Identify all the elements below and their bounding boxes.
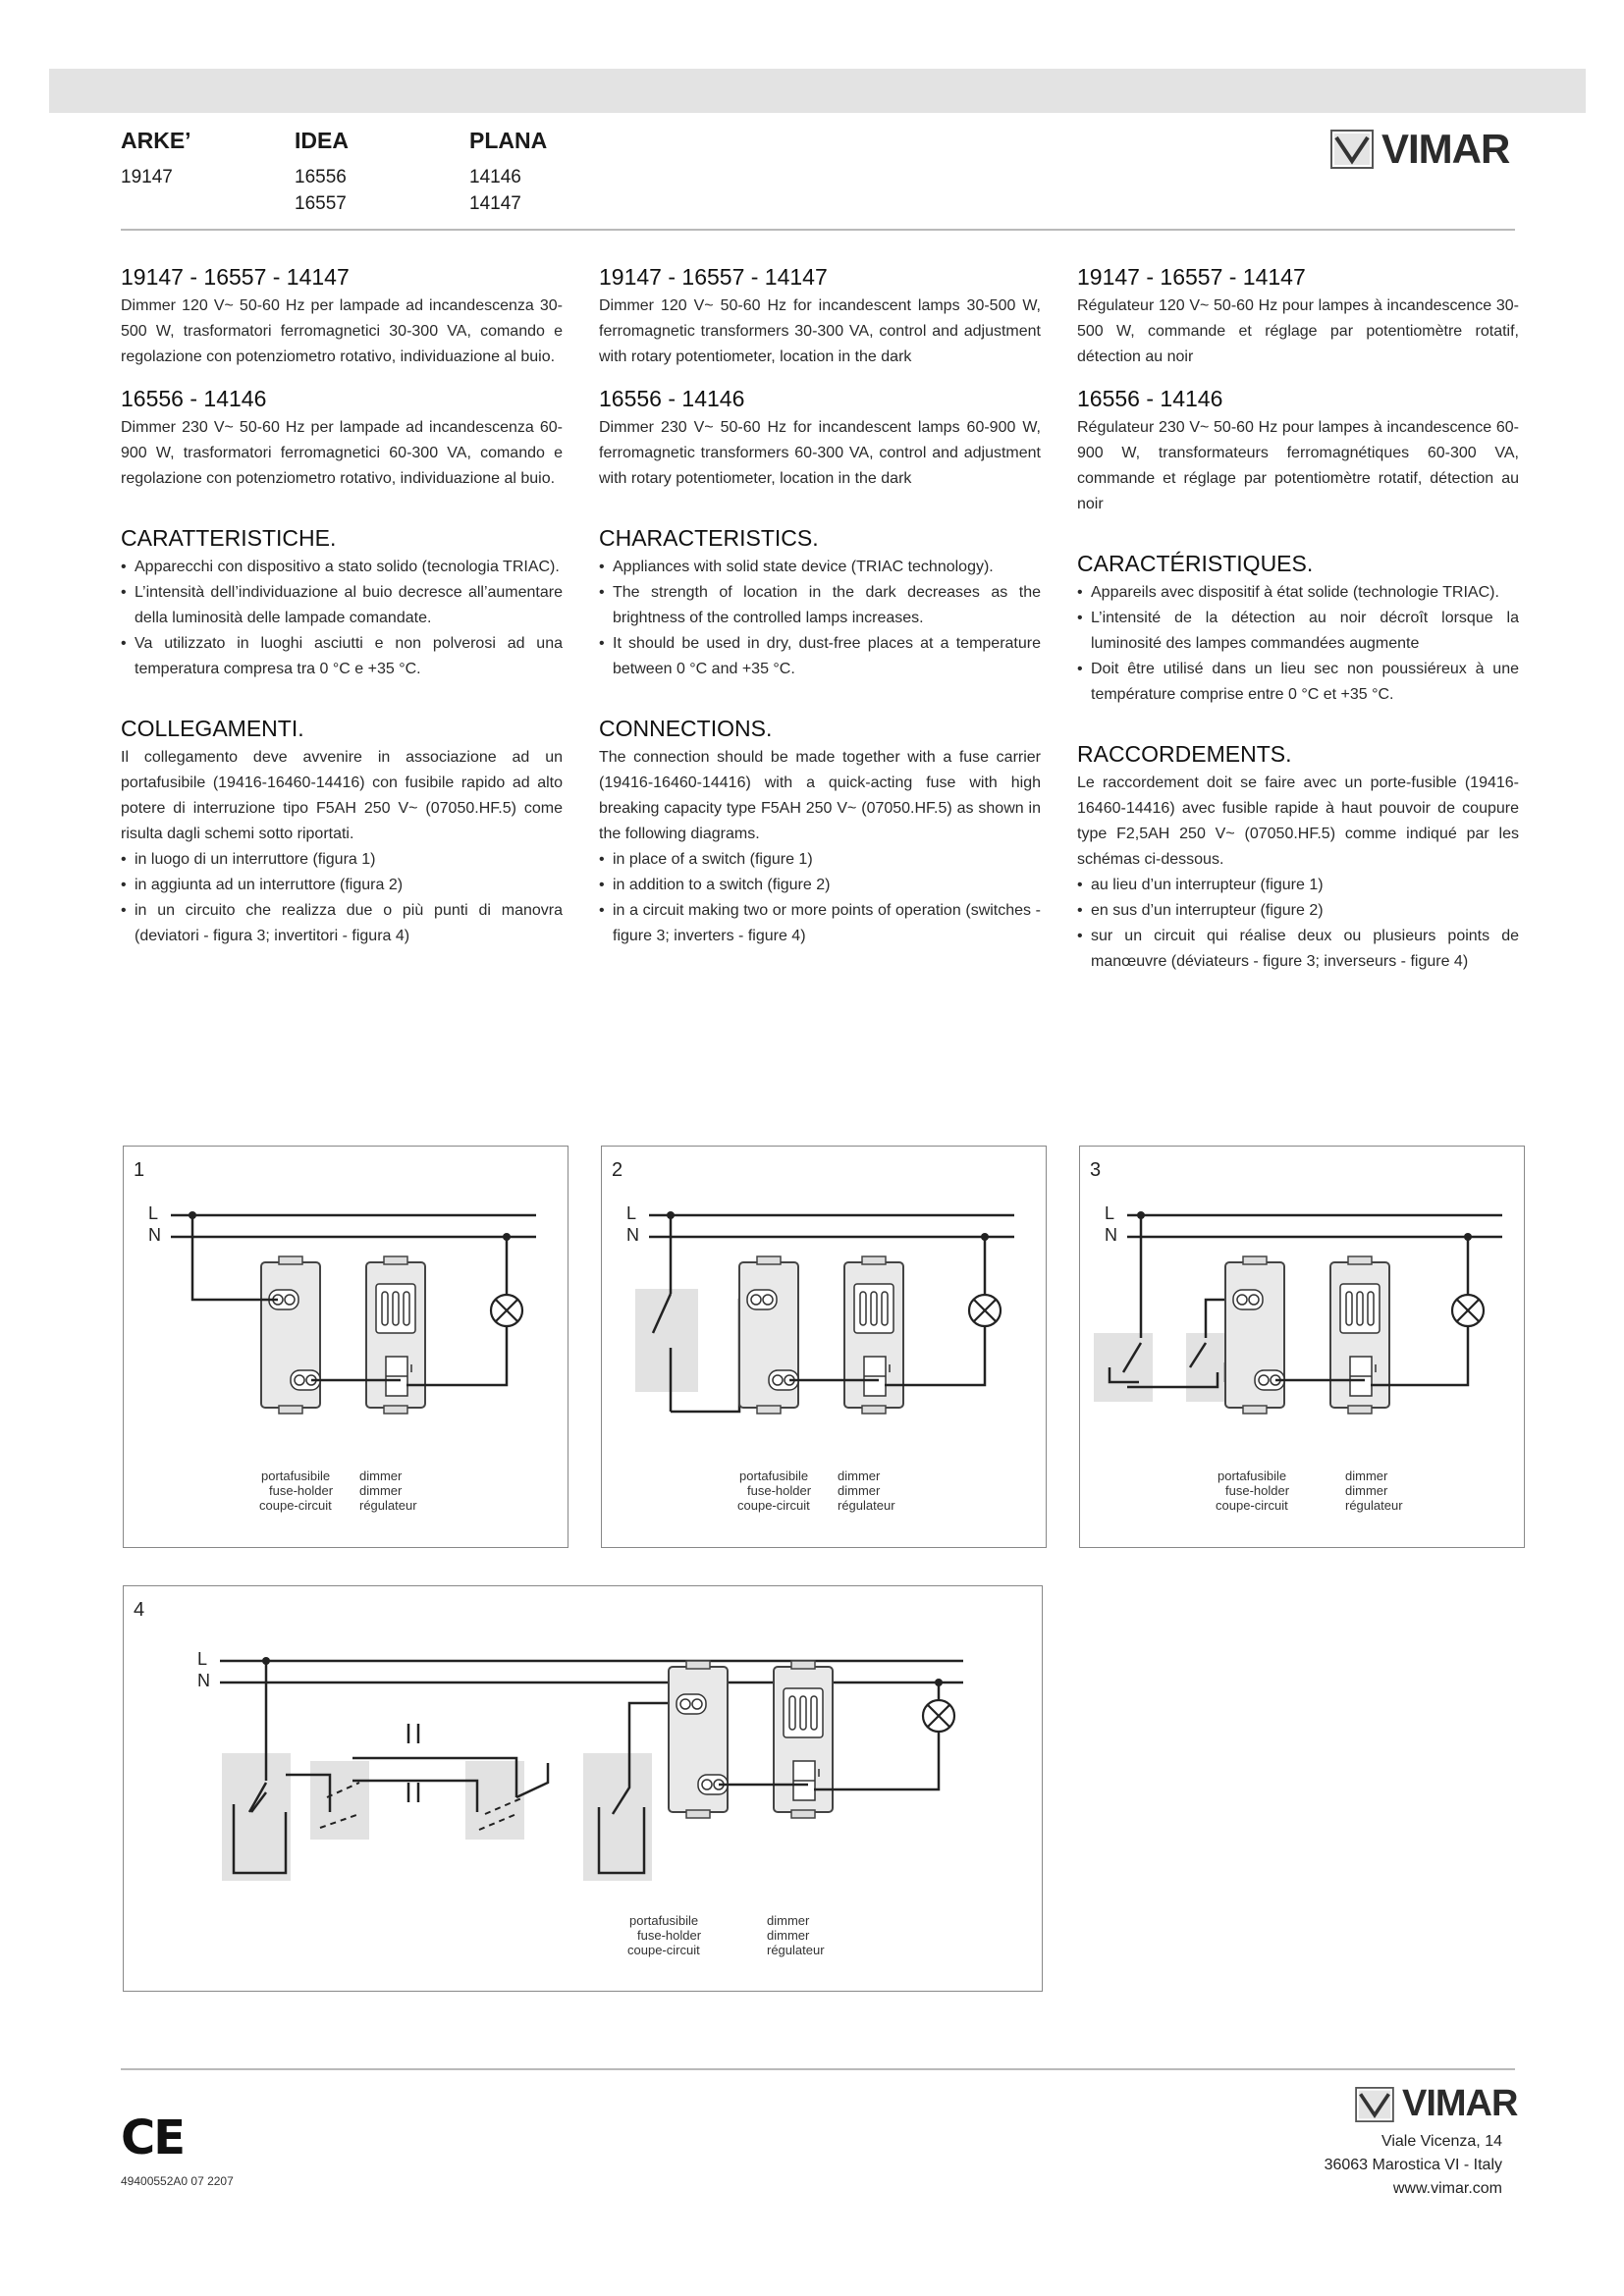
ce-mark: CE [121,2110,185,2165]
figure-3 [1079,1146,1525,1548]
connections-text: Il collegamento deve avvenire in associazione ad un portafusibile (19416-16460-14416) con fusibile rapido ad alto potere di interruzione tipo F5AH 250 V~ (07050.HF.5) come risulta dagli schemi sotto riportati. [121,749,563,842]
footer-vimar-logo [1355,2083,1517,2125]
svg-text:dimmer: dimmer [767,1928,810,1943]
vimar-logo-icon [1355,2087,1394,2122]
svg-text:fuse-holder: fuse-holder [1225,1483,1290,1498]
figure-number: 4 [134,1599,145,1621]
connections-list [599,847,1041,949]
svg-text:dimmer: dimmer [838,1483,881,1498]
section-title: CARACTÉRISTIQUES. [1077,551,1314,576]
list-item: • in place of a switch (figure 1) [599,847,1041,873]
header-col-name: PLANA [469,128,548,153]
section-title: CHARACTERISTICS. [599,525,819,551]
svg-text:fuse-holder: fuse-holder [269,1483,334,1498]
svg-text:régulateur: régulateur [1345,1498,1403,1513]
product-title: 16556 - 14146 [121,386,267,411]
section-title: CONNECTIONS. [599,716,773,741]
characteristics-list [121,555,563,682]
svg-text:fuse-holder: fuse-holder [637,1928,702,1943]
line-l-label: L [1105,1203,1115,1223]
dimmer-label: dimmer [838,1468,881,1483]
list-item: • in aggiunta ad un interruttore (figura 2) [121,873,563,898]
characteristics-list [599,555,1041,682]
list-item: • Appareils avec dispositif à état solide (technologie TRIAC). [1077,580,1519,606]
list-item: • L’intensité de la détection au noir décroît lorsque la luminosité des lampes commandées augmente [1077,606,1519,657]
svg-text:régulateur: régulateur [359,1498,417,1513]
line-l-label: L [148,1203,159,1223]
wiring-diagram-4 [124,1586,1042,1991]
list-item: • The strength of location in the dark decreases as the brightness of the controlled lamps increases. [599,580,1041,631]
svg-text:coupe-circuit: coupe-circuit [259,1498,332,1513]
svg-text:régulateur: régulateur [767,1943,825,1957]
svg-text:coupe-circuit: coupe-circuit [737,1498,810,1513]
divider [121,229,1515,231]
connections-text: Le raccordement doit se faire avec un porte-fusible (19416-16460-14416) avec fusible rapide à haut pouvoir de coupure type F2,5AH 250 V~ (07050.HF.5) comme indiqué par les schémas ci-dessous. [1077,774,1519,868]
svg-text:dimmer: dimmer [359,1483,403,1498]
product-title: 19147 - 16557 - 14147 [1077,264,1306,290]
wiring-diagram-2 [602,1147,1046,1547]
product-title: 16556 - 14146 [1077,386,1223,411]
figure-number: 3 [1090,1159,1102,1181]
address-city: 36063 Marostica VI - Italy [1324,2157,1502,2173]
product-title: 19147 - 16557 - 14147 [121,264,350,290]
product-title: 16556 - 14146 [599,386,745,411]
fuse-holder-label: portafusibile [1218,1468,1287,1483]
vimar-logo [1330,126,1509,173]
column-french [1077,262,1519,975]
product-title: 19147 - 16557 - 14147 [599,264,828,290]
product-desc: Régulateur 120 V~ 50-60 Hz pour lampes à incandescence 30-500 W, commande et réglage par potentiomètre rotatif, détection au noir [1077,297,1519,365]
characteristics-list [1077,580,1519,708]
connections-list [121,847,563,949]
line-n-label: N [1105,1225,1117,1245]
list-item: • in a circuit making two or more points of operation (switches - figure 3; inverters - figure 4) [599,898,1041,949]
list-item: • in un circuito che realizza due o più punti di manovra (deviatori - figura 3; invertitori - figura 4) [121,898,563,949]
line-l-label: L [626,1203,637,1223]
list-item: • Apparecchi con dispositivo a stato solido (tecnologia TRIAC). [121,555,563,580]
column-english [599,262,1041,949]
list-item: • en sus d’un interrupteur (figure 2) [1077,898,1519,924]
connections-list [1077,873,1519,975]
header-code: 14146 [469,167,521,187]
dimmer-label: dimmer [1345,1468,1388,1483]
vimar-logo-icon [1330,130,1374,169]
address-website: www.vimar.com [1392,2180,1502,2197]
section-title: RACCORDEMENTS. [1077,741,1292,767]
header-col-name: IDEA [295,128,349,153]
column-italian [121,262,563,949]
header-code: 14147 [469,193,521,214]
header-code: 16557 [295,193,347,214]
svg-text:dimmer: dimmer [1345,1483,1388,1498]
list-item: • L’intensità dell’individuazione al buio decresce all’aumentare della luminosità delle lampade comandate. [121,580,563,631]
svg-text:fuse-holder: fuse-holder [747,1483,812,1498]
figure-number: 2 [612,1159,623,1181]
header-code: 19147 [121,167,173,187]
list-item: • It should be used in dry, dust-free places at a temperature between 0 °C and +35 °C. [599,631,1041,682]
document-code: 49400552A0 07 2207 [121,2174,234,2188]
brand-name: VIMAR [1402,2083,1518,2124]
brand-name: VIMAR [1381,126,1510,172]
dimmer-label: dimmer [767,1913,810,1928]
fuse-holder-label: portafusibile [629,1913,699,1928]
list-item: • in luogo di un interruttore (figura 1) [121,847,563,873]
list-item: • Va utilizzato in luoghi asciutti e non polverosi ad una temperatura compresa tra 0 °C e +35 °C. [121,631,563,682]
list-item: • Doit être utilisé dans un lieu sec non poussiéreux à une température comprise entre 0 °C et +35 °C. [1077,657,1519,708]
dimmer-label: dimmer [359,1468,403,1483]
figure-2 [601,1146,1047,1548]
header-code: 16556 [295,167,347,187]
fuse-holder-label: portafusibile [261,1468,331,1483]
header-col-name: ARKE’ [121,128,191,153]
connections-text: The connection should be made together with a fuse carrier (19416-16460-14416) with a quick-acting fuse with high breaking capacity type F5AH 250 V~ (07050.HF.5) as shown in the following diagrams. [599,749,1041,842]
list-item: • in addition to a switch (figure 2) [599,873,1041,898]
line-n-label: N [148,1225,161,1245]
figure-1 [123,1146,568,1548]
section-title: COLLEGAMENTI. [121,716,304,741]
top-bar [49,69,1586,113]
line-n-label: N [197,1671,210,1690]
line-n-label: N [626,1225,639,1245]
header-col-idea [295,128,491,217]
header-col-arke [121,128,317,190]
svg-text:coupe-circuit: coupe-circuit [1216,1498,1288,1513]
company-address [1208,2130,1502,2201]
wiring-diagram-1 [124,1147,568,1547]
product-desc: Dimmer 120 V~ 50-60 Hz for incandescent lamps 30-500 W, ferromagnetic transformers 30-300 VA, control and adjustment with rotary potentiometer, location in the dark [599,297,1041,365]
product-desc: Dimmer 120 V~ 50-60 Hz per lampade ad incandescenza 30-500 W, trasformatori ferromagnetici 30-300 VA, comando e regolazione con potenziometro rotativo, individuazione al buio. [121,297,563,365]
address-street: Viale Vicenza, 14 [1380,2133,1502,2150]
list-item: • au lieu d’un interrupteur (figure 1) [1077,873,1519,898]
svg-text:coupe-circuit: coupe-circuit [627,1943,700,1957]
product-desc: Régulateur 230 V~ 50-60 Hz pour lampes à incandescence 60-900 W, transformateurs ferromagnétiques 60-300 VA, commande et réglage par potentiomètre rotatif, détection au noir [1077,419,1519,512]
product-desc: Dimmer 230 V~ 50-60 Hz per lampade ad incandescenza 60-900 W, trasformatori ferromagnetici 60-300 VA, comando e regolazione con potenziometro rotativo, individuazione al buio. [121,419,563,487]
figure-4 [123,1585,1043,1992]
figure-number: 1 [134,1159,145,1181]
list-item: • sur un circuit qui réalise deux ou plusieurs points de manœuvre (déviateurs - figure 3; inverseurs - figure 4) [1077,924,1519,975]
svg-text:régulateur: régulateur [838,1498,895,1513]
section-title: CARATTERISTICHE. [121,525,337,551]
wiring-diagram-3 [1080,1147,1524,1547]
footer-divider [121,2068,1515,2070]
header-col-plana [469,128,666,217]
line-l-label: L [197,1649,208,1669]
fuse-holder-label: portafusibile [739,1468,809,1483]
product-desc: Dimmer 230 V~ 50-60 Hz for incandescent lamps 60-900 W, ferromagnetic transformers 60-300 VA, control and adjustment with rotary potentiometer, location in the dark [599,419,1041,487]
list-item: • Appliances with solid state device (TRIAC technology). [599,555,1041,580]
